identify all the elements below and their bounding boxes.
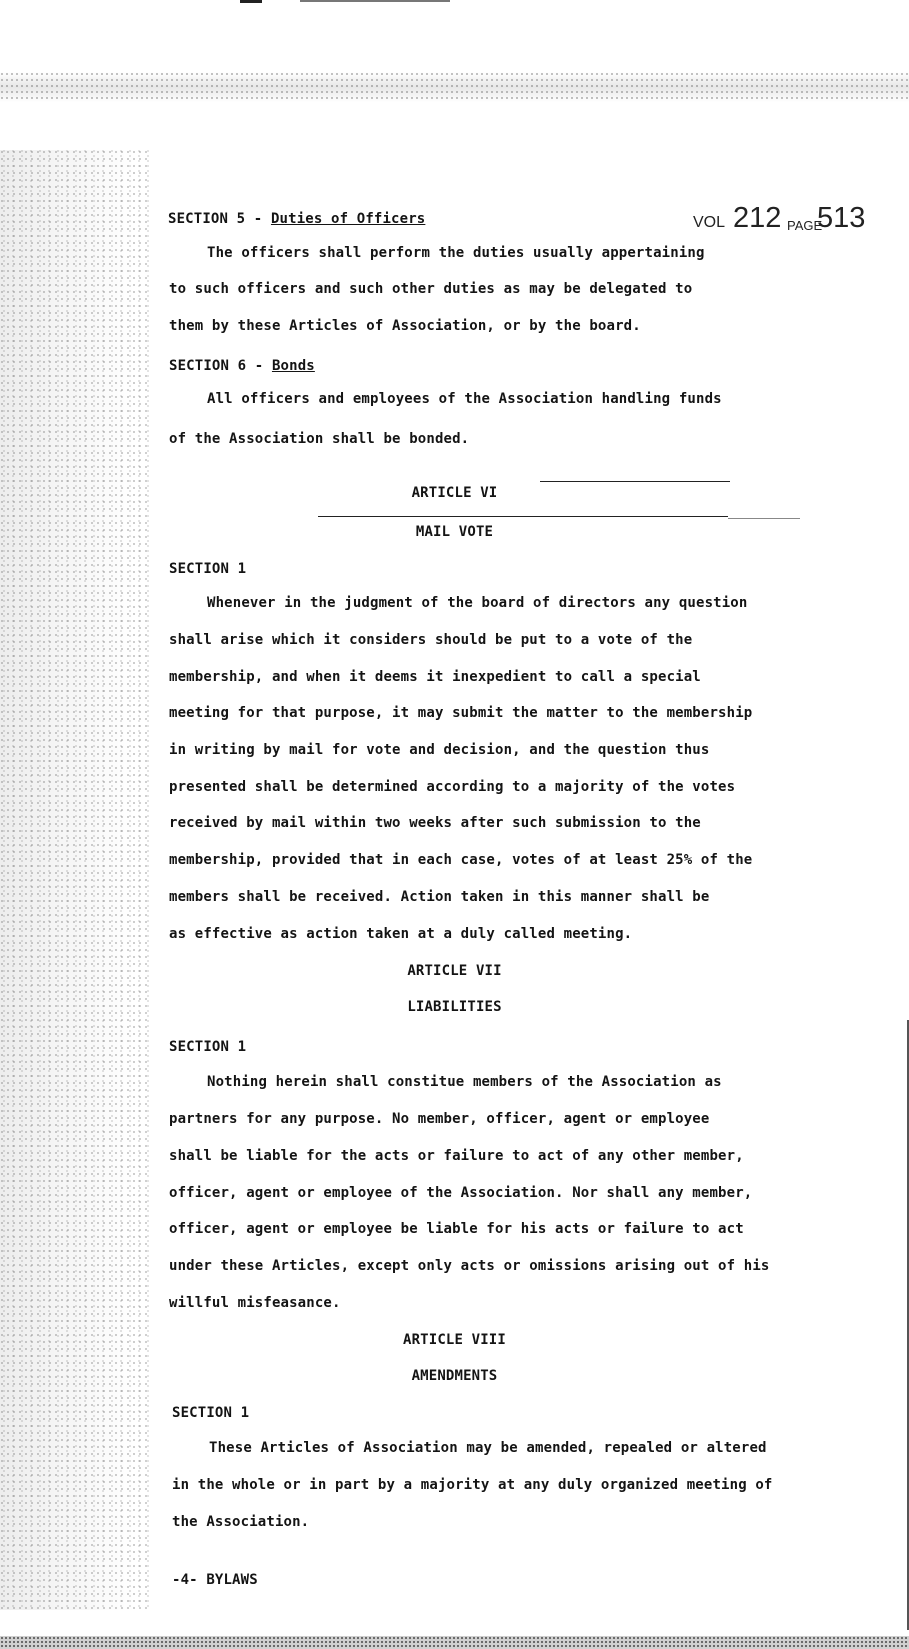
stamp-vol-label: VOL — [693, 214, 726, 231]
article-7-section: SECTION 1 — [169, 1039, 247, 1055]
stamp-page-label: PAGE — [787, 218, 823, 233]
article-6-line: received by mail within two weeks after such submission to the — [169, 815, 701, 831]
scan-noise-left — [0, 150, 150, 1610]
article-6-line: shall arise which it considers should be put to a vote of the — [169, 632, 693, 648]
article-6-line: meeting for that purpose, it may submit the matter to the membership — [169, 705, 753, 721]
stamp-vol-number: 212 — [733, 202, 782, 234]
article-6-section: SECTION 1 — [169, 561, 247, 577]
divider-rule — [728, 518, 800, 519]
article-8-heading: ARTICLE VIII — [403, 1332, 506, 1348]
divider-rule — [318, 516, 728, 517]
article-6-line: membership, and when it deems it inexpedient to call a special — [169, 669, 701, 685]
scan-noise-top — [0, 72, 909, 102]
section-5-line: The officers shall perform the duties usually appertaining — [207, 245, 705, 261]
article-7-line: Nothing herein shall constitue members of the Association as — [207, 1074, 722, 1090]
article-6-line: membership, provided that in each case, votes of at least 25% of the — [169, 852, 753, 868]
section-6-heading — [169, 358, 315, 374]
article-6-line: presented shall be determined according to a majority of the votes — [169, 779, 736, 795]
section-6-line: of the Association shall be bonded. — [169, 431, 470, 447]
section-6-line: All officers and employees of the Association handling funds — [207, 391, 722, 407]
scan-mark-top — [300, 0, 450, 2]
section-5-line: them by these Articles of Association, or by the board. — [169, 318, 641, 334]
article-6-line: members shall be received. Action taken in this manner shall be — [169, 889, 710, 905]
divider-rule — [540, 481, 730, 482]
page-footer: -4- BYLAWS — [172, 1572, 258, 1588]
article-8-line: These Articles of Association may be amended, repealed or altered — [209, 1440, 767, 1456]
article-8-line: in the whole or in part by a majority at any duly organized meeting of — [172, 1477, 773, 1493]
article-7-heading: ARTICLE VII — [407, 963, 502, 979]
scan-noise-bottom — [0, 1636, 909, 1649]
stamp-page-number: 513 — [817, 202, 866, 234]
article-6-heading: ARTICLE VI — [411, 485, 498, 501]
scan-mark-top — [240, 0, 262, 3]
section-5-heading — [168, 211, 425, 227]
article-7-line: shall be liable for the acts or failure to act of any other member, — [169, 1148, 744, 1164]
article-6-title: MAIL VOTE — [415, 524, 494, 540]
section-6-number: SECTION 6 - — [169, 358, 272, 374]
article-8-section: SECTION 1 — [172, 1405, 250, 1421]
article-7-line: officer, agent or employee be liable for his acts or failure to act — [169, 1221, 744, 1237]
article-8-title: AMENDMENTS — [411, 1368, 498, 1384]
article-7-line: officer, agent or employee of the Association. Nor shall any member, — [169, 1185, 753, 1201]
section-5-number: SECTION 5 - — [168, 211, 271, 227]
article-6-line: as effective as action taken at a duly called meeting. — [169, 926, 633, 942]
article-7-line: willful misfeasance. — [169, 1295, 341, 1311]
article-8-line: the Association. — [172, 1514, 310, 1530]
section-6-title: Bonds — [271, 358, 315, 374]
section-5-title: Duties of Officers — [270, 211, 426, 227]
article-6-line: Whenever in the judgment of the board of directors any question — [207, 595, 748, 611]
article-6-line: in writing by mail for vote and decision, and the question thus — [169, 742, 710, 758]
article-7-title: LIABILITIES — [407, 999, 502, 1015]
article-7-line: under these Articles, except only acts or omissions arising out of his — [169, 1258, 770, 1274]
article-7-line: partners for any purpose. No member, officer, agent or employee — [169, 1111, 710, 1127]
section-5-line: to such officers and such other duties as may be delegated to — [169, 281, 693, 297]
